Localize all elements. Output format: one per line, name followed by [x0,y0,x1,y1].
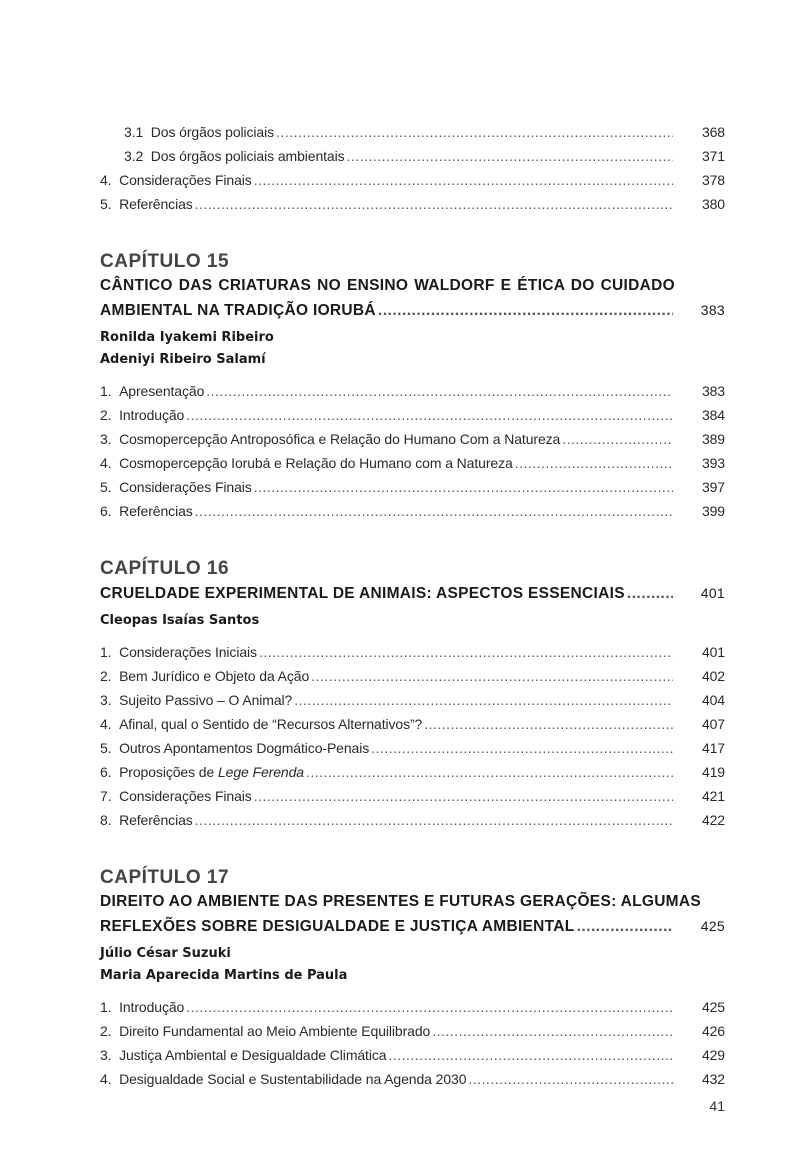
entry-page: 407 [701,716,725,732]
entry-number: 3. [100,431,120,447]
entry-page: 426 [701,1023,725,1039]
entry-page: 384 [701,407,725,423]
dot-leader [186,995,673,1019]
entry-page: 393 [701,455,725,471]
entry-title: Introdução [119,407,185,423]
chapter-title [100,274,725,323]
author-name: Júlio César Suzuki [100,946,231,961]
entry-number: 5. [100,196,120,212]
entry-number: 3. [100,692,120,708]
toc-continued-section [100,120,725,216]
dot-leader [388,1043,673,1067]
chapter-authors [100,943,725,987]
toc-entry [100,120,725,144]
chapter-page: 401 [700,585,725,601]
entry-title: Cosmopercepção Antroposófica e Relação do Humano Com a Natureza [119,431,561,447]
entry-number: 3.1 [124,124,151,140]
entry-title: Considerações Finais [119,479,252,495]
toc-entry [100,379,725,403]
entry-title: Justiça Ambiental e Desigualdade Climática [119,1047,387,1063]
chapter-label: CAPÍTULO 17 [100,867,230,888]
entry-number: 3. [100,1047,120,1063]
toc-entry [100,995,725,1019]
entry-title: Sujeito Passivo – O Animal? [119,692,293,708]
dot-leader [432,1019,673,1043]
entry-title: Introdução [119,999,185,1015]
entry-number: 1. [100,999,120,1015]
entry-number: 4. [100,172,120,188]
entry-number: 2. [100,407,120,423]
entry-title [119,760,304,784]
entry-page: 371 [701,148,725,164]
chapter-title [100,581,725,606]
dot-leader [311,664,673,688]
entry-page: 404 [701,692,725,708]
entry-page: 399 [701,503,725,519]
entry-number: 4. [100,455,120,471]
entry-title: Afinal, qual o Sentido de “Recursos Alternativos”? [119,716,423,732]
table-of-contents [100,120,725,1091]
dot-leader [294,688,673,712]
toc-entry [100,168,725,192]
dot-leader [378,299,673,323]
toc-entry [100,144,725,168]
dot-leader [562,427,673,451]
toc-entry [100,451,725,475]
dot-leader [276,120,673,144]
dot-leader [195,499,673,523]
entry-page: 419 [701,764,725,780]
entry-title: Dos órgãos policiais [150,124,275,140]
toc-entry [100,784,725,808]
chapter-title-line: REFLEXÕES SOBRE DESIGUALDADE E JUSTIÇA AMBIENTAL [100,918,575,935]
entry-number: 7. [100,788,120,804]
dot-leader [627,582,673,606]
page-number: 41 [709,1098,725,1114]
entry-title: Outros Apontamentos Dogmático-Penais [119,740,370,756]
dot-leader [515,451,673,475]
chapter-16 [100,557,725,832]
toc-entry [100,664,725,688]
toc-entry [100,427,725,451]
entry-page: 383 [701,383,725,399]
entry-title: Considerações Iniciais [119,644,257,660]
chapter-label: CAPÍTULO 15 [100,251,230,272]
toc-entry [100,808,725,832]
entry-page: 432 [701,1071,725,1087]
dot-leader [371,736,673,760]
toc-entry [100,192,725,216]
chapter-page: 383 [700,302,725,318]
entry-number: 6. [100,764,120,780]
dot-leader [195,808,673,832]
entry-number: 5. [100,479,120,495]
author-name: Cleopas Isaías Santos [100,613,260,628]
chapter-title-line: CRUELDADE EXPERIMENTAL DE ANIMAIS: ASPECTOS ESSENCIAIS [100,585,625,602]
entry-number: 1. [100,383,120,399]
dot-leader [195,192,673,216]
dot-leader [306,760,673,784]
entry-title: Direito Fundamental ao Meio Ambiente Equilibrado [119,1023,431,1039]
entry-number: 2. [100,1023,120,1039]
entry-title: Apresentação [119,383,205,399]
author-name: Maria Aparecida Martins de Paula [100,968,348,983]
entry-title: Desigualdade Social e Sustentabilidade na Agenda 2030 [119,1071,467,1087]
dot-leader [347,144,673,168]
entry-page: 401 [701,644,725,660]
entry-number: 4. [100,716,120,732]
entry-title: Referências [119,196,193,212]
entry-title-italic: Lege Ferenda [217,764,304,780]
toc-entry [100,475,725,499]
dot-leader [254,784,673,808]
chapter-title-line: CÂNTICO DAS CRIATURAS NO ENSINO WALDORF E ÉTICA DO CUIDADO [100,277,675,294]
chapter-authors [100,610,725,632]
entry-number: 3.2 [124,148,151,164]
author-name: Adeniyi Ribeiro Salamí [100,352,266,367]
entry-title: Referências [119,812,193,828]
entry-page: 425 [701,999,725,1015]
entry-page: 380 [701,196,725,212]
dot-leader [206,379,673,403]
entry-number: 6. [100,503,120,519]
entry-page: 368 [701,124,725,140]
dot-leader [254,475,673,499]
entry-page: 378 [701,172,725,188]
dot-leader [468,1067,673,1091]
chapter-page: 425 [700,918,725,934]
entry-page: 389 [701,431,725,447]
chapter-15 [100,250,725,523]
entry-number: 1. [100,644,120,660]
entry-number: 2. [100,668,120,684]
chapter-title [100,890,725,939]
chapter-title-line: AMBIENTAL NA TRADIÇÃO IORUBÁ [100,302,376,319]
chapter-label: CAPÍTULO 16 [100,558,230,579]
entry-page: 397 [701,479,725,495]
entry-number: 8. [100,812,120,828]
author-name: Ronilda Iyakemi Ribeiro [100,330,274,345]
entry-page: 417 [701,740,725,756]
toc-entry [100,1067,725,1091]
dot-leader [186,403,673,427]
entry-page: 422 [701,812,725,828]
dot-leader [259,640,673,664]
entry-page: 402 [701,668,725,684]
entry-title: Cosmopercepção Iorubá e Relação do Humano com a Natureza [119,455,513,471]
entry-number: 5. [100,740,120,756]
dot-leader [424,712,673,736]
toc-entry [100,640,725,664]
chapter-17 [100,866,725,1091]
entry-title: Referências [119,503,193,519]
toc-entry [100,499,725,523]
toc-entry [100,688,725,712]
chapter-authors [100,327,725,371]
entry-page: 429 [701,1047,725,1063]
entry-title: Considerações Finais [119,788,252,804]
entry-number: 4. [100,1071,120,1087]
toc-entry [100,1019,725,1043]
dot-leader [577,915,673,939]
entry-title: Considerações Finais [119,172,252,188]
toc-entry [100,760,725,784]
entry-title: Bem Jurídico e Objeto da Ação [119,668,310,684]
toc-entry [100,1043,725,1067]
toc-entry [100,712,725,736]
entry-title-text: Proposições de [119,764,218,780]
entry-page: 421 [701,788,725,804]
dot-leader [254,168,673,192]
chapter-title-line: DIREITO AO AMBIENTE DAS PRESENTES E FUTURAS GERAÇÕES: ALGUMAS [100,893,702,910]
toc-entry [100,736,725,760]
entry-title: Dos órgãos policiais ambientais [150,148,345,164]
toc-entry [100,403,725,427]
